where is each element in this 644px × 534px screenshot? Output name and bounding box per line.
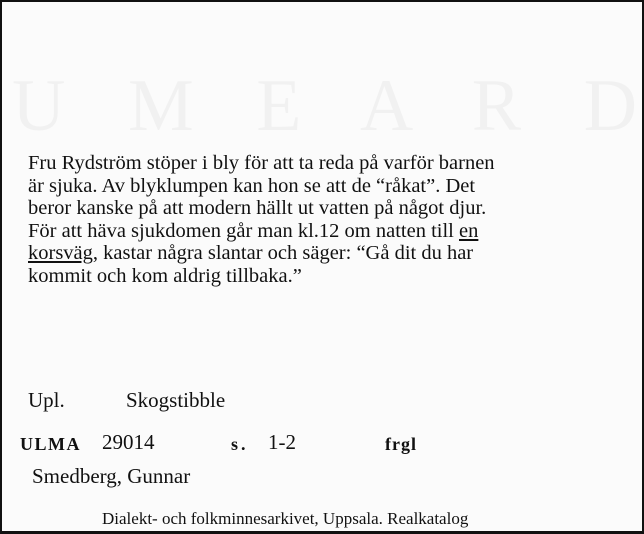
collector-name: Smedberg, Gunnar [32, 464, 191, 488]
archive-code: ULMA [20, 434, 81, 454]
body-line: är sjuka. Av blyklumpen kan hon se att de “råkat”. Det [28, 174, 476, 197]
pages-label: s. [231, 434, 249, 454]
body-line: kommit och kom aldrig tillbaka.” [28, 264, 302, 287]
category-code: frgl [385, 434, 417, 454]
record-number: 29014 [102, 430, 155, 454]
parish-label: Skogstibble [126, 388, 226, 412]
body-line: korsväg, kastar några slantar och säger: “Gå dit du har [28, 242, 474, 265]
pages-value: 1-2 [268, 430, 296, 454]
archive-footer: Dialekt- och folkminnesarkivet, Uppsala. Realkatalog [102, 509, 469, 528]
card-body-text [28, 152, 628, 288]
body-line: För att häva sjukdomen går man kl.12 om natten till en [28, 219, 479, 242]
province-label: Upl. [28, 388, 65, 412]
body-line: Fru Rydström stöper i bly för att ta reda på varför barnen [28, 152, 495, 174]
underlined-word: en [459, 219, 479, 242]
body-line: beror kanske på att modern hällt ut vatten på något djur. [28, 197, 487, 220]
underlined-word: korsväg [28, 242, 93, 265]
bleed-through-background [12, 64, 644, 149]
